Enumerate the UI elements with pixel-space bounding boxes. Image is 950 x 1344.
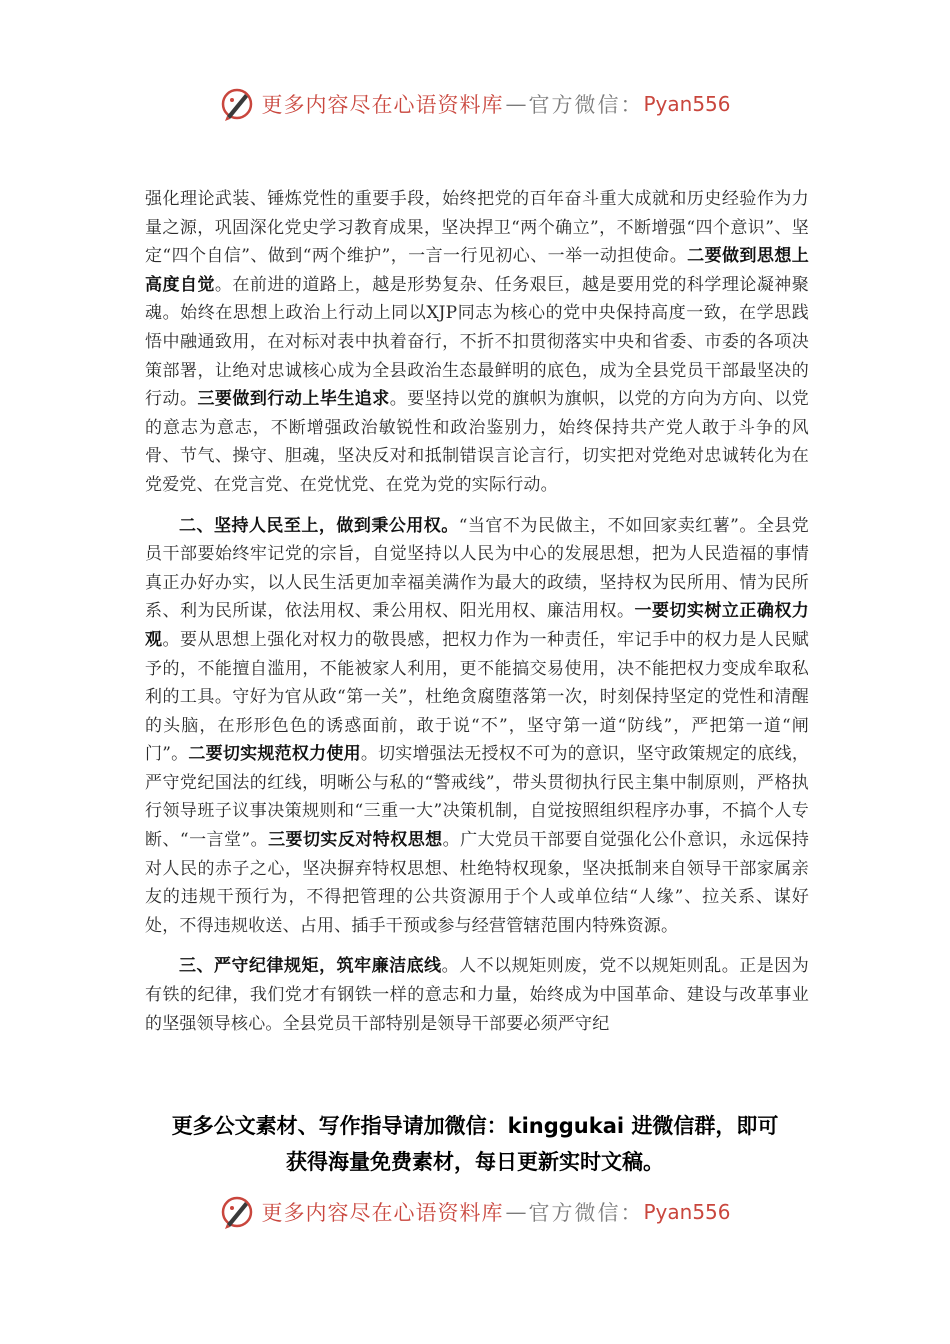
bold-heading-run: 二要做到思想上高度自觉: [145, 246, 809, 295]
text-run: 。在前进的道路上，越是形势复杂、任务艰巨，越是要用党的科学理论凝神聚魂。始终在思想上政治上行动上同以XJP同志为核心的党中央保持高度一致，在学思践悟中融通致用，在对标对表中执着奋行，不折不扣贯彻落实中央和省委、市委的各项决策部署，让绝对忠诚核心成为全县政治生态最鲜明的底色，成为全县党员干部最坚决的行动。: [145, 274, 809, 410]
header-watermark-banner: [0, 82, 950, 126]
bold-heading-run: 三要做到行动上毕生追求: [197, 389, 390, 410]
pen-logo-icon: [219, 1194, 255, 1230]
text-run: 。切实增强法无授权不可为的意识，坚守政策规定的底线，严守党纪国法的红线，明晰公与私的“警戒线”，带头贯彻执行民主集中制原则，严格执行领导班子议事决策规则和“三重一大”决策机制，自觉按照组织程序办事，不搞个人专断、“一言堂”。: [145, 744, 810, 851]
banner-wechat-label: 官方微信：: [528, 1201, 644, 1225]
banner-separator: —: [505, 92, 527, 116]
banner-wechat-label: 官方微信：: [528, 93, 644, 117]
promo-line-2: 获得海量免费素材，每日更新实时文稿。: [286, 1150, 664, 1174]
body-paragraph: [145, 952, 809, 1038]
text-run: 。人不以规矩则废，党不以规矩则乱。正是因为有铁的纪律，我们党才有钢铁一样的意志和力量，始终成为中国革命、建设与改革事业的坚强领导核心。全县党员干部特别是领导干部要必须严守纪: [145, 956, 810, 1034]
body-paragraph: [145, 512, 809, 941]
bold-heading-run: 三要切实反对特权思想: [268, 830, 443, 851]
pen-logo-icon: [219, 86, 255, 122]
promo-notice: [0, 1108, 950, 1180]
text-run: 。广大党员干部要自觉强化公仆意识，永远保持对人民的赤子之心，坚决摒弃特权思想、杜绝特权现象，坚决抵制来自领导干部家属亲友的违规干预行为，不得把管理的公共资源用于个人或单位结“人缘”、拉关系、谋好处，不得违规收送、占用、插手干预或参与经营管辖范围内特殊资源。: [145, 830, 810, 936]
banner-wechat-id: Pyan556: [643, 92, 731, 116]
body-paragraph: [145, 185, 809, 500]
bold-heading-run: 一要切实树立正确权力观: [145, 601, 809, 650]
banner-separator: —: [505, 1200, 527, 1224]
text-run: “当官不为民做主，不如回家卖红薯”。全县党员干部要始终牢记党的宗旨，自觉坚持以人民为中心的发展思想，把为人民造福的事情真正办好办实，以人民生活更加幸福美满作为最大的政绩，坚持权为民所用、情为民所系、利为民所谋，依法用权、秉公用权、阳光用权、廉洁用权。: [145, 515, 809, 622]
bold-heading-run: 三、严守纪律规矩，筑牢廉洁底线: [179, 956, 442, 977]
promo-line-1: 更多公文素材、写作指导请加微信：kinggukai 进微信群，即可: [171, 1114, 779, 1138]
document-body: [145, 185, 809, 1038]
text-run: 。要从思想上强化对权力的敬畏感，把权力作为一种责任，牢记手中的权力是人民赋予的，不能擅自滥用，不能被家人利用，更不能搞交易使用，决不能把权力变成牟取私利的工具。守好为官从政“第一关”，杜绝贪腐堕落第一次，时刻保持坚定的党性和清醒的头脑，在形形色色的诱惑面前，敢于说“不”，坚守第一道“防线”，严把第一道“闸门”。: [145, 629, 809, 765]
text-run: 。要坚持以党的旗帜为旗帜，以党的方向为方向、以党的意志为意志，不断增强政治敏锐性和政治鉴别力，始终保持共产党人敢于斗争的风骨、节气、操守、胆魂，坚决反对和抵制错误言论言行，切实把对党绝对忠诚转化为在党爱党、在党言党、在党忧党、在党为党的实际行动。: [145, 389, 809, 495]
banner-wechat-id: Pyan556: [643, 1200, 731, 1224]
bold-heading-run: 二要切实规范权力使用: [188, 744, 361, 765]
banner-site-name: 更多内容尽在心语资料库: [261, 93, 504, 117]
footer-watermark-banner: [0, 1190, 950, 1234]
text-run: 强化理论武装、锤炼党性的重要手段，始终把党的百年奋斗重大成就和历史经验作为力量之源，巩固深化党史学习教育成果，坚决捍卫“两个确立”，不断增强“四个意识”、坚定“四个自信”、做到“两个维护”，一言一行见初心、一举一动担使命。: [145, 189, 809, 267]
banner-site-name: 更多内容尽在心语资料库: [261, 1201, 504, 1225]
bold-heading-run: 二、坚持人民至上，做到秉公用权。: [179, 515, 459, 536]
